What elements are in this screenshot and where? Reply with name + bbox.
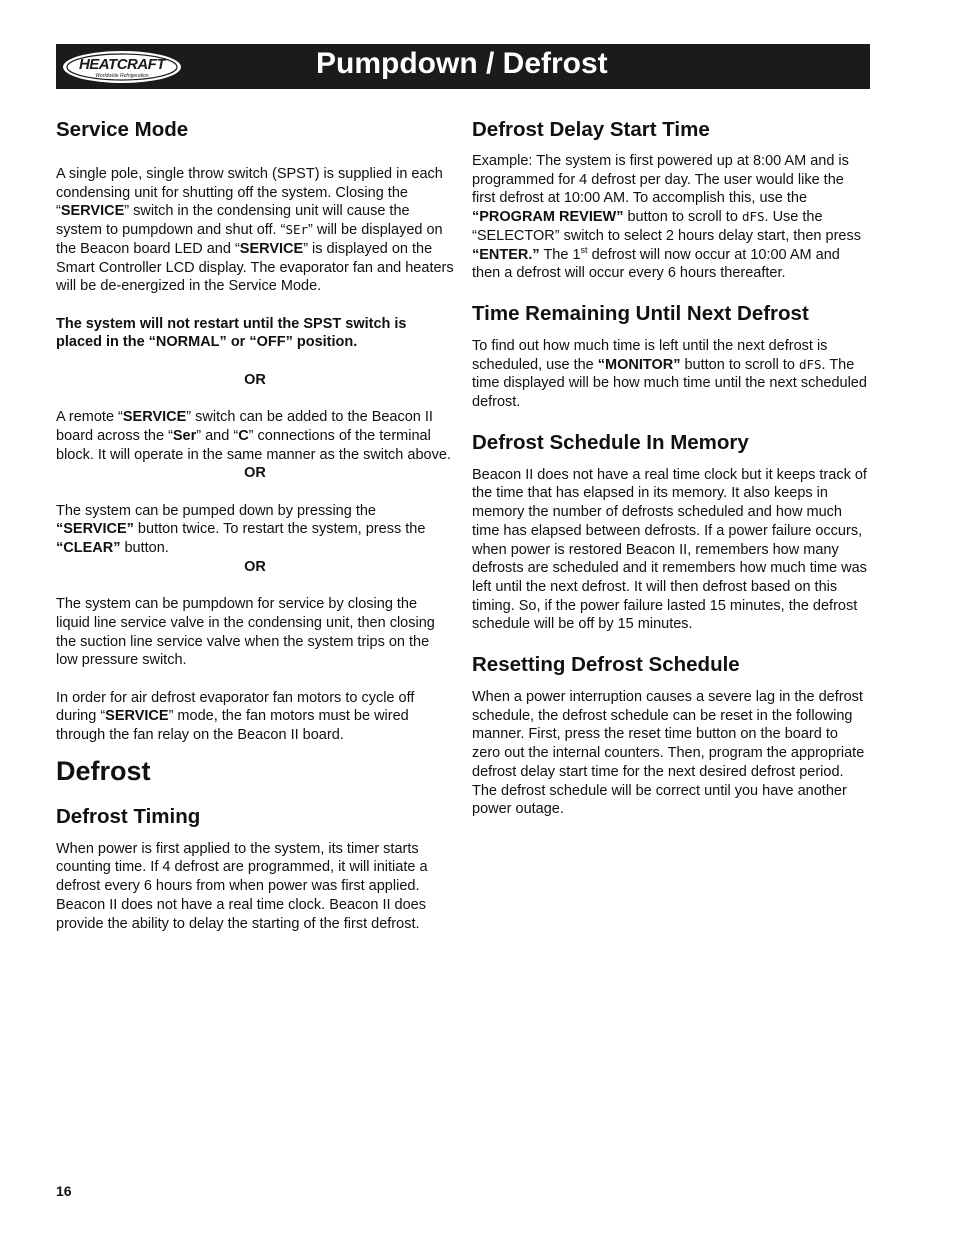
delay-start-heading: Defrost Delay Start Time bbox=[472, 118, 710, 141]
delay-start-text: Example: The system is first powered up at 8:00 AM and is programmed for 4 defrost per day. The user would like the first defrost at 10:00 AM. To accomplish this, use the “PROGRAM REVIEW” button to scroll to dFS. Use the “SELECTOR” switch to select 2 hours delay start, then press “ENTER.” The 1st defrost will now occur at 10:00 AM and then a defrost will occur every 6 hours thereafter. bbox=[472, 153, 861, 282]
lcd-code: dFS bbox=[798, 356, 822, 372]
or-separator: OR bbox=[244, 465, 266, 482]
service-mode-warning: The system will not restart until the SPST switch is placed in the “NORMAL” or “OFF” position. bbox=[56, 315, 407, 351]
defrost-timing-text: When power is first applied to the system, its timer starts counting time. If 4 defrost are programmed, it will initiate a defrost every 6 hours from when power was first applied. Beacon II does not have a real time clock. Beacon II does provide the ability to delay the starting of the first defrost. bbox=[56, 840, 428, 932]
defrost-heading: Defrost bbox=[56, 755, 151, 786]
logo-wordmark: HEATCRAFT bbox=[78, 56, 166, 73]
service-mode-heading: Service Mode bbox=[56, 118, 189, 141]
left-column bbox=[56, 116, 454, 933]
resetting-text: When a power interruption causes a severe lag in the defrost schedule, the defrost schedule can be reset in the following manner. First, press the reset time button on the board to zero out the internal counters. Then, program the appropriate defrost delay start time for the next desired defrost period. The defrost schedule will be correct until you have another power outage. bbox=[472, 689, 865, 818]
time-remaining-text: To find out how much time is left until the next defrost is scheduled, use the “MONITOR” button to scroll to dFS. The time displayed will be how much time until the next scheduled defrost. bbox=[472, 337, 867, 411]
lcd-code: SEr bbox=[285, 222, 309, 238]
page-number: 16 bbox=[56, 1183, 72, 1199]
page-header bbox=[56, 44, 870, 89]
defrost-timing-heading: Defrost Timing bbox=[56, 804, 201, 828]
or-separator: OR bbox=[244, 371, 266, 388]
heatcraft-logo bbox=[62, 50, 182, 84]
resetting-heading: Resetting Defrost Schedule bbox=[472, 653, 740, 677]
service-mode-paragraph-5: In order for air defrost evaporator fan motors to cycle off during “SERVICE” mode, the fan motors must be wired through the fan relay on the Beacon II board. bbox=[56, 689, 415, 743]
page-title: Pumpdown / Defrost bbox=[316, 47, 608, 80]
service-mode-paragraph-1: A single pole, single throw switch (SPST) is supplied in each condensing unit for shutting off the system. Closing the “SERVICE” switch in the condensing unit will cause the system to pumpdown and shut off. “SEr” will be displayed on the Beacon board LED and “SERVICE” is displayed on the Smart Controller LCD display. The evaporator fan and heaters will be de-energized in the Service Mode. bbox=[56, 166, 454, 295]
service-mode-paragraph-4: The system can be pumpdown for service by closing the liquid line service valve in the condensing unit, then closing the suction line service valve when the system trips on the low pressure switch. bbox=[56, 596, 435, 669]
lcd-code: dFS bbox=[741, 209, 765, 225]
service-mode-paragraph-3: The system can be pumped down by pressing the “SERVICE” button twice. To restart the system, press the “CLEAR” button. bbox=[56, 502, 426, 556]
right-column bbox=[472, 116, 870, 819]
or-separator: OR bbox=[244, 558, 266, 575]
schedule-memory-text: Beacon II does not have a real time clock but it keeps track of the time that has elapsed in its memory. It also keeps in memory the number of defrosts scheduled and how much time has elapsed between defrosts. If a power failure occurs, when power is restored Beacon II, remembers how many defrosts are scheduled and it remembers how much time was left until the next defrost. It will then defrost based on this timing. So, if the power failure lasted 15 minutes, the defrost schedule will be off by 15 minutes. bbox=[472, 466, 867, 633]
logo-tagline: Worldwide Refrigeration bbox=[95, 73, 149, 79]
time-remaining-heading: Time Remaining Until Next Defrost bbox=[472, 301, 809, 325]
schedule-memory-heading: Defrost Schedule In Memory bbox=[472, 430, 749, 454]
service-mode-paragraph-2: A remote “SERVICE” switch can be added to the Beacon II board across the “Ser” and “C” connections of the terminal block. It will operate in the same manner as the switch above. bbox=[56, 409, 451, 463]
